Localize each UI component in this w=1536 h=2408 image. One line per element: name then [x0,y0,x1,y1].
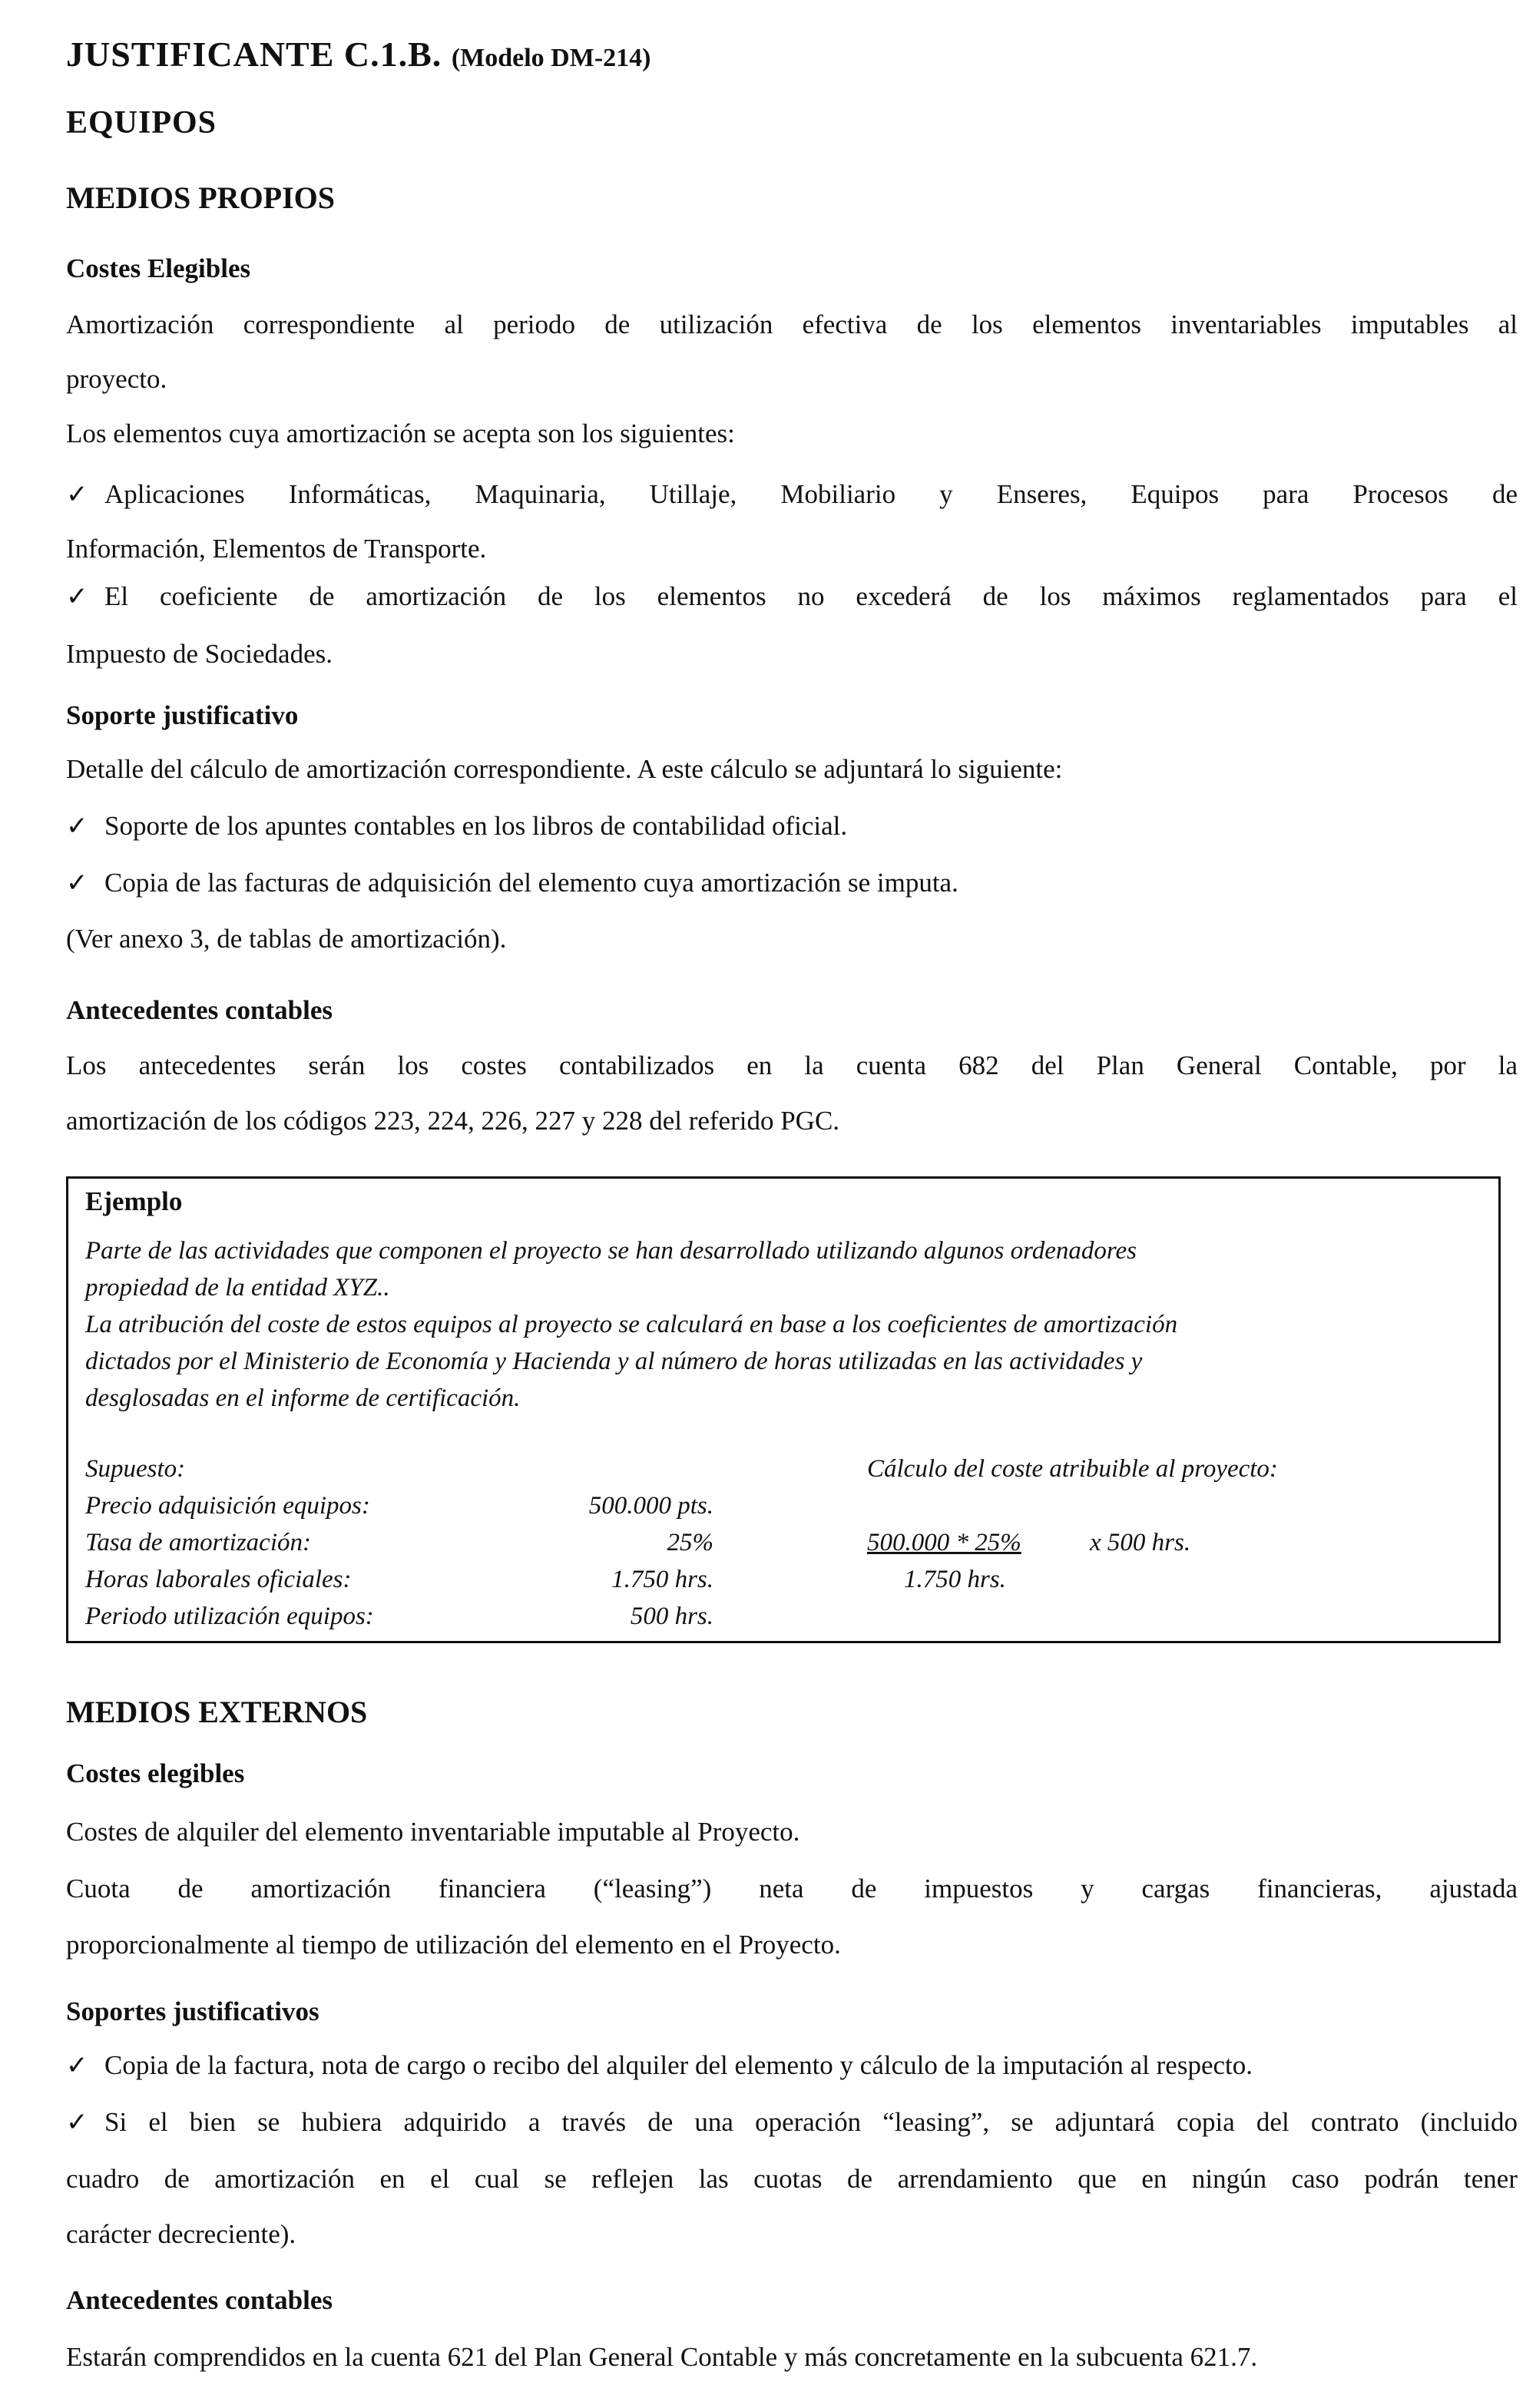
title-text: JUSTIFICANTE C.1.B. [66,35,442,74]
ejemplo-line1: Parte de las actividades que componen el proyecto se han desarrollado utilizando algunos ordenadores [85,1237,1137,1265]
heading-costes-elegibles-externos: Costes elegibles [66,1758,245,1788]
heading-medios-propios: MEDIOS PROPIOS [66,180,336,215]
heading-antecedentes-contables: Antecedentes contables [66,995,333,1025]
antecedentes-line2: amortización de los códigos 223, 224, 226, 227 y 228 del referido PGC. [66,1106,840,1136]
heading-soporte-justificativo: Soporte justificativo [66,700,299,730]
model-text: (Modelo DM-214) [451,44,651,72]
soportes-item-2-line1: ✓ Si el bien se hubiera adquirido a través de una operación “leasing”, se adjuntará copia del contrato (incluido [66,2107,1518,2138]
section-heading-equipos: EQUIPOS [66,105,217,141]
ejemplo-line5: desglosadas en el informe de certificación. [85,1384,521,1412]
check-icon: ✓ [66,868,88,898]
calc-numerator: 500.000 * 25% [867,1529,1021,1556]
costes-paragraph-2: Los elementos cuya amortización se acepta son los siguientes: [66,418,735,448]
check-icon: ✓ [66,581,88,612]
externos-costes-p1: Costes de alquiler del elemento inventariable imputable al Proyecto. [66,1817,800,1847]
check-icon: ✓ [66,2050,88,2081]
row-value: 25% [667,1529,713,1556]
calc-heading: Cálculo del coste atribuible al proyecto: [867,1455,1278,1483]
costes-item-2-line2: Impuesto de Sociedades. [66,639,333,669]
ejemplo-line2: propiedad de la entidad XYZ.. [85,1274,390,1302]
ejemplo-line3: La atribución del coste de estos equipos al proyecto se calculará en base a los coeficientes de amortización [85,1311,1178,1338]
heading-soportes-justificativos: Soportes justificativos [66,1996,319,2026]
supuesto-label: Supuesto: [85,1455,186,1483]
row-label: Tasa de amortización: [85,1529,311,1556]
row-label: Periodo utilización equipos: [85,1603,374,1630]
row-label: Horas laborales oficiales: [85,1566,352,1593]
costes-item-2-line1: ✓ El coeficiente de amortización de los elementos no excederá de los máximos reglamentados para el [66,581,1518,612]
costes-item-1-line2: Información, Elementos de Transporte. [66,534,487,564]
row-value: 1.750 hrs. [611,1566,713,1593]
externos-costes-p2-line1: Cuota de amortización financiera (“leasing”) neta de impuestos y cargas financieras, ajustada [66,1874,1518,1904]
externos-costes-p2-line2: proporcionalmente al tiempo de utilización del elemento en el Proyecto. [66,1930,841,1960]
soportes-item-2-line3: carácter decreciente). [66,2219,296,2249]
costes-paragraph-line2: proyecto. [66,364,167,394]
document-title [66,34,650,74]
row-value: 500.000 pts. [588,1492,713,1520]
antecedentes-line1: Los antecedentes serán los costes contabilizados en la cuenta 682 del Plan General Contable, por la [66,1050,1518,1080]
calc-factor: x 500 hrs. [1090,1529,1191,1556]
costes-item-1-line1: ✓ Aplicaciones Informáticas, Maquinaria, Utillaje, Mobiliario y Enseres, Equipos para Procesos de [66,479,1518,510]
soporte-paragraph: Detalle del cálculo de amortización correspondiente. A este cálculo se adjuntará lo siguiente: [66,754,1063,784]
ejemplo-line4: dictados por el Ministerio de Economía y Hacienda y al número de horas utilizadas en las actividades y [85,1348,1143,1375]
soporte-anexo-note: (Ver anexo 3, de tablas de amortización). [66,924,507,954]
row-value: 500 hrs. [630,1603,713,1630]
soporte-item-1: ✓ Soporte de los apuntes contables en los libros de contabilidad oficial. [66,811,848,842]
check-icon: ✓ [66,811,88,842]
ejemplo-heading: Ejemplo [85,1186,183,1216]
heading-costes-elegibles: Costes Elegibles [66,253,251,283]
soporte-item-2: ✓ Copia de las facturas de adquisición del elemento cuya amortización se imputa. [66,868,958,898]
calc-denominator: 1.750 hrs. [904,1566,1006,1593]
heading-antecedentes-externos: Antecedentes contables [66,2285,333,2315]
costes-paragraph-line1: Amortización correspondiente al periodo de utilización efectiva de los elementos inventariables imputables al [66,309,1518,339]
soportes-item-2-line2: cuadro de amortización en el cual se reflejen las cuotas de arrendamiento que en ningún caso podrán tener [66,2164,1518,2194]
ejemplo-box [66,1176,1501,1643]
heading-medios-externos: MEDIOS EXTERNOS [66,1695,368,1729]
check-icon: ✓ [66,2107,88,2138]
antecedentes-externos-p1: Estarán comprendidos en la cuenta 621 del Plan General Contable y más concretamente en la subcuenta 621.7. [66,2342,1258,2372]
row-label: Precio adquisición equipos: [85,1492,370,1520]
soportes-item-1: ✓ Copia de la factura, nota de cargo o recibo del alquiler del elemento y cálculo de la imputación al respecto. [66,2050,1253,2081]
check-icon: ✓ [66,479,88,510]
